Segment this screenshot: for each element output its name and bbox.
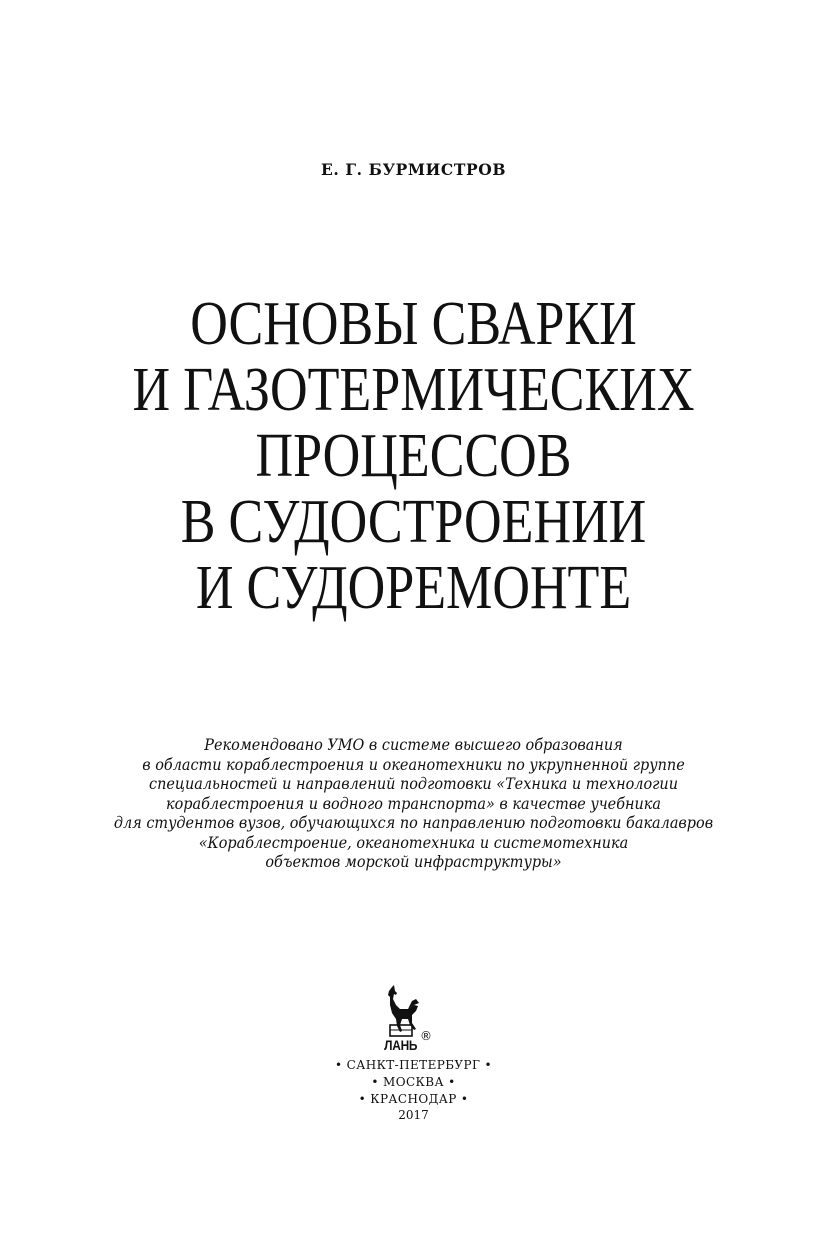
recommendation-line: специальностей и направлений подготовки «Техника и технологии (149, 775, 678, 793)
title-line: И ГАЗОТЕРМИЧЕСКИХ (132, 356, 695, 424)
publisher-cities (0, 1057, 827, 1123)
recommendation-line: для студентов вузов, обучающихся по направлению подготовки бакалавров (113, 814, 714, 832)
recommendation-line: Рекомендовано УМО в системе высшего образования (204, 736, 623, 754)
registered-mark: ® (420, 1029, 432, 1043)
book-title (0, 291, 827, 621)
recommendation-line: «Кораблестроение, океанотехника и системотехника (198, 833, 629, 852)
city-line: • САНКТ-ПЕТЕРБУРГ • (334, 1058, 493, 1072)
city-line: • КРАСНОДАР • (358, 1092, 469, 1106)
title-line: ОСНОВЫ СВАРКИ (190, 290, 637, 358)
recommendation-line: объектов морской инфраструктуры» (265, 853, 562, 871)
title-line: В СУДОСТРОЕНИИ (180, 488, 647, 556)
publisher-logo-text: ЛАНЬ (384, 1037, 418, 1053)
publication-year: 2017 (398, 1108, 429, 1122)
author-name: Е. Г. БУРМИСТРОВ (320, 160, 507, 179)
title-line: ПРОЦЕССОВ (255, 422, 572, 490)
recommendation-note (0, 736, 827, 873)
title-line: И СУДОРЕМОНТЕ (195, 554, 632, 622)
recommendation-line: в области кораблестроения и океанотехники по укрупненной группе (142, 755, 685, 774)
recommendation-line: кораблестроения и водного транспорта» в качестве учебника (166, 794, 661, 813)
city-line: • МОСКВА • (371, 1075, 456, 1089)
